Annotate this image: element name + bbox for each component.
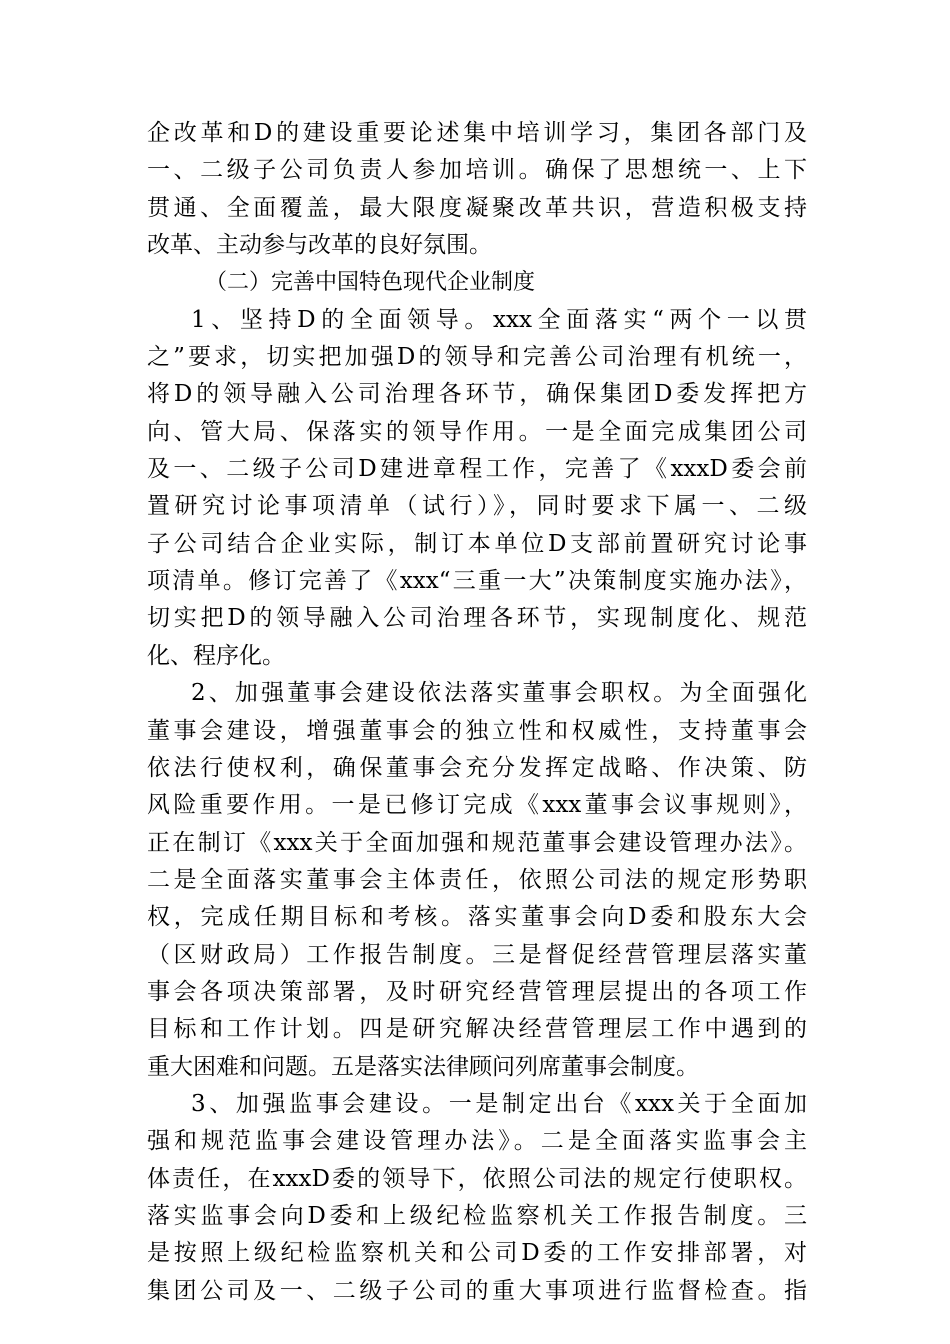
- body-line: 是按照上级纪检监察机关和公司D委的工作安排部署，对: [147, 1240, 807, 1267]
- body-line: 3、加强监事会建设。一是制定出台《xxx关于全面加: [191, 1090, 807, 1117]
- body-line: 1、坚持D的全面领导。xxx全面落实“两个一以贯: [191, 306, 807, 333]
- body-line: 董事会建设，增强董事会的独立性和权威性，支持董事会: [147, 717, 807, 744]
- body-line: 落实监事会向D委和上级纪检监察机关工作报告制度。三: [147, 1202, 807, 1229]
- body-line: 权，完成任期目标和考核。落实董事会向D委和股东大会: [147, 904, 807, 931]
- body-line: 目标和工作计划。四是研究解决经营管理层工作中遇到的: [147, 1016, 807, 1043]
- body-line: 置研究讨论事项清单（试行）》，同时要求下属一、二级: [147, 493, 807, 520]
- body-line: 贯通、全面覆盖，最大限度凝聚改革共识，营造积极支持: [147, 194, 807, 221]
- body-line: 集团公司及一、二级子公司的重大事项进行监督检查。指: [147, 1277, 807, 1304]
- body-line: 体责任，在xxxD委的领导下，依照公司法的规定行使职权。: [147, 1165, 807, 1192]
- body-line: 事会各项决策部署，及时研究经营管理层提出的各项工作: [147, 978, 807, 1005]
- body-line: 及一、二级子公司D建进章程工作，完善了《xxxD委会前: [147, 456, 807, 483]
- body-line: 切实把D的领导融入公司治理各环节，实现制度化、规范: [147, 605, 807, 632]
- body-line: 重大困难和问题。五是落实法律顾问列席董事会制度。: [147, 1053, 699, 1080]
- body-line: 之”要求，切实把加强D的领导和完善公司治理有机统一，: [147, 344, 807, 371]
- body-line: 子公司结合企业实际，制订本单位D支部前置研究讨论事: [147, 530, 807, 557]
- body-line: 风险重要作用。一是已修订完成《xxx董事会议事规则》，: [147, 792, 807, 819]
- body-line: 正在制订《xxx关于全面加强和规范董事会建设管理办法》。: [147, 829, 807, 856]
- body-line: （区财政局）工作报告制度。三是督促经营管理层落实董: [147, 941, 807, 968]
- body-line: 向、管大局、保落实的领导作用。一是全面完成集团公司: [147, 418, 807, 445]
- body-line: 将D的领导融入公司治理各环节，确保集团D委发挥把方: [147, 381, 807, 408]
- body-line: 企改革和D的建设重要论述集中培训学习，集团各部门及: [147, 120, 807, 146]
- body-line: 一、二级子公司负责人参加培训。确保了思想统一、上下: [147, 157, 807, 184]
- body-line: 二是全面落实董事会主体责任，依照公司法的规定形势职: [147, 866, 807, 893]
- body-line: 化、程序化。: [147, 642, 285, 669]
- body-line: 改革、主动参与改革的良好氛围。: [147, 232, 492, 259]
- body-line: 强和规范监事会建设管理办法》。二是全面落实监事会主: [147, 1128, 807, 1155]
- document-body: [147, 115, 807, 1310]
- body-line: 依法行使权利，确保董事会充分发挥定战略、作决策、防: [147, 754, 807, 781]
- body-line: 2、加强董事会建设依法落实董事会职权。为全面强化: [191, 680, 807, 707]
- section-heading: （二）完善中国特色现代企业制度: [205, 270, 536, 296]
- body-line: 项清单。修订完善了《xxx“三重一大”决策制度实施办法》，: [147, 568, 807, 595]
